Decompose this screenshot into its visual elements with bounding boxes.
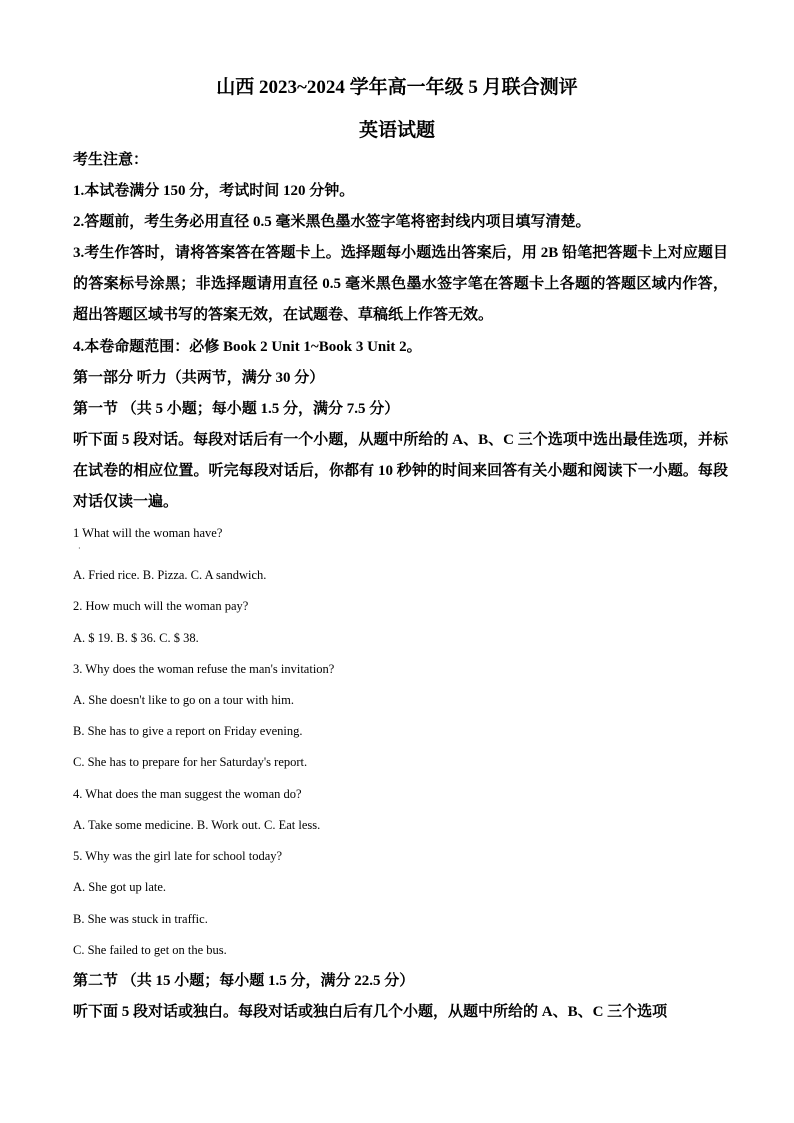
question-5-option-b: B. She was stuck in traffic.: [73, 912, 208, 926]
notice-item-3: 3.考生作答时，请将答案答在答题卡上。选择题每小题选出答案后，用 2B 铅笔把答题卡上对应题目的答案标号涂黑；非选择题请用直径 0.5 毫米黑色墨水签字笔在答题卡上各题的答题区域内作答，超出答题区域书写的答案无效，在试题卷、草稿纸上作答无效。: [73, 245, 728, 323]
exam-subtitle: 英语试题: [358, 120, 435, 141]
section2-instructions: 听下面 5 段对话或独白。每段对话或独白后有几个小题，从题中所给的 A、B、C 三个选项: [73, 1004, 668, 1020]
question-4: 4. What does the man suggest the woman do?: [73, 787, 302, 801]
question-3-option-c: C. She has to prepare for her Saturday's report.: [73, 755, 308, 769]
question-1: 1 What will the woman have?: [73, 526, 223, 540]
section1-instructions: 听下面 5 段对话。每段对话后有一个小题，从题中所给的 A、B、C 三个选项中选出最佳选项，并标在试卷的相应位置。听完每段对话后，你都有 10 秒钟的时间来回答有关小题和阅读下一小题。每段对话仅读一遍。: [73, 432, 728, 510]
question-1-mark: ·: [78, 544, 81, 553]
section1-heading: 第一节 （共 5 小题；每小题 1.5 分，满分 7.5 分）: [73, 401, 400, 417]
question-2-options: A. $ 19. B. $ 36. C. $ 38.: [73, 631, 199, 645]
question-5: 5. Why was the girl late for school today?: [73, 849, 283, 863]
question-2: 2. How much will the woman pay?: [73, 599, 249, 613]
question-3: 3. Why does the woman refuse the man's invitation?: [73, 662, 335, 676]
question-3-option-a: A. She doesn't like to go on a tour with him.: [73, 693, 294, 707]
section2-heading: 第二节 （共 15 小题；每小题 1.5 分，满分 22.5 分）: [73, 973, 415, 989]
notice-item-4: 4.本卷命题范围：必修 Book 2 Unit 1~Book 3 Unit 2。: [73, 339, 422, 355]
question-3-option-b: B. She has to give a report on Friday evening.: [73, 724, 303, 738]
part1-heading: 第一部分 听力（共两节，满分 30 分）: [73, 370, 325, 386]
question-4-options: A. Take some medicine. B. Work out. C. Eat less.: [73, 818, 321, 832]
notice-item-2: 2.答题前，考生务必用直径 0.5 毫米黑色墨水签字笔将密封线内项目填写清楚。: [73, 214, 591, 230]
exam-title: 山西 2023~2024 学年高一年级 5 月联合测评: [216, 77, 578, 98]
question-5-option-a: A. She got up late.: [73, 880, 167, 894]
notice-item-1: 1.本试卷满分 150 分，考试时间 120 分钟。: [73, 183, 355, 199]
question-1-options: A. Fried rice. B. Pizza. C. A sandwich.: [73, 568, 267, 582]
question-5-option-c: C. She failed to get on the bus.: [73, 943, 227, 957]
notice-heading: 考生注意：: [73, 152, 149, 168]
